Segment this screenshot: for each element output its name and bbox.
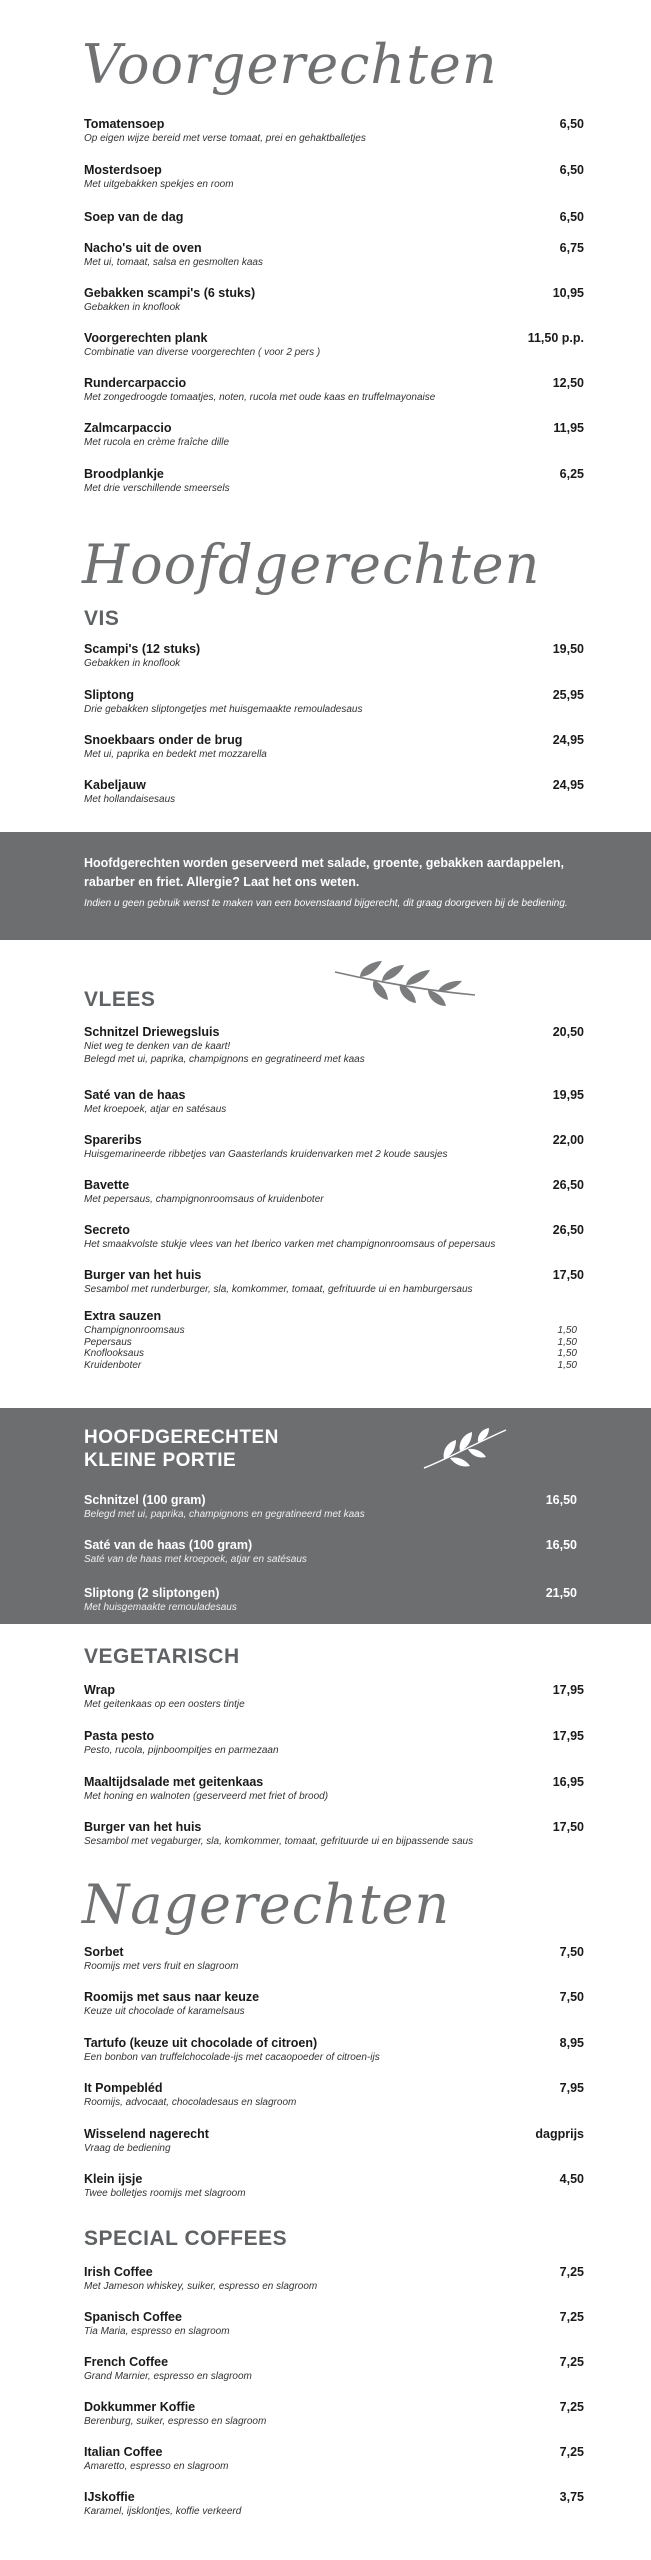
item-price: 21,50: [545, 1586, 577, 1600]
sauce-name: Kruidenboter: [84, 1359, 142, 1371]
menu-item: [84, 1775, 584, 1803]
item-name: Dokkummer Koffie: [84, 2400, 196, 2414]
item-price: 17,95: [552, 1683, 584, 1697]
note-line-1: Hoofdgerechten worden geserveerd met salade, groente, gebakken aardappelen,: [84, 856, 565, 870]
item-name: Italian Coffee: [84, 2445, 163, 2459]
item-name: IJskoffie: [84, 2490, 135, 2504]
item-name: Klein ijsje: [84, 2172, 143, 2186]
item-name: Schnitzel (100 gram): [84, 1493, 206, 1507]
item-price: 6,50: [559, 117, 584, 131]
item-name: Pasta pesto: [84, 1729, 155, 1743]
item-name: Secreto: [84, 1223, 130, 1237]
menu-item: [84, 241, 584, 269]
item-price: 3,75: [559, 2490, 584, 2504]
item-price: 11,50 p.p.: [527, 331, 584, 345]
kleine-portie-title-1: HOOFDGERECHTEN: [84, 1427, 279, 1448]
item-name: Nacho's uit de oven: [84, 241, 202, 255]
menu-item: [84, 778, 584, 806]
menu-item: [84, 376, 584, 404]
item-description: Saté van de haas met kroepoek, atjar en satésaus: [84, 1554, 307, 1565]
item-name: Spanisch Coffee: [84, 2310, 182, 2324]
item-description: Vraag de bediening: [84, 2143, 171, 2154]
item-name: Soep van de dag: [84, 210, 184, 224]
menu-item: [84, 1493, 577, 1521]
menu-item: [84, 467, 584, 495]
item-name: Spareribs: [84, 1133, 142, 1147]
menu-item: [84, 2445, 584, 2473]
item-description: Karamel, ijsklontjes, koffie verkeerd: [84, 2506, 242, 2517]
item-price: 17,95: [552, 1729, 584, 1743]
item-name: Roomijs met saus naar keuze: [84, 1990, 260, 2004]
item-name: French Coffee: [84, 2355, 169, 2369]
special-coffees-heading: SPECIAL COFFEES: [84, 2227, 288, 2250]
sauce-row: [84, 1325, 577, 1337]
sauce-price: 1,50: [557, 1348, 577, 1359]
menu-item: [84, 117, 584, 145]
item-name: Sorbet: [84, 1945, 124, 1959]
item-description: Een bonbon van truffelchocolade-ijs met cacaopoeder of citroen-ijs: [84, 2052, 380, 2063]
item-description: Twee bolletjes roomijs met slagroom: [84, 2188, 246, 2199]
item-price: 24,95: [552, 733, 584, 747]
item-name: Maaltijdsalade met geitenkaas: [84, 1775, 264, 1789]
item-description: Met rucola en crème fraîche dille: [84, 437, 230, 448]
item-description: Berenburg, suiker, espresso en slagroom: [84, 2416, 267, 2427]
sauce-name: Pepersaus: [84, 1336, 132, 1348]
menu-item: [84, 331, 584, 359]
leaf-sprig-small-icon: [420, 1426, 510, 1472]
item-name: It Pompebléd: [84, 2081, 163, 2095]
item-price: 8,95: [559, 2036, 584, 2050]
menu-item: [84, 2127, 584, 2155]
item-name: Broodplankje: [84, 467, 164, 481]
menu-item: [84, 1133, 584, 1161]
menu-item: [84, 1820, 584, 1848]
item-name: Mosterdsoep: [84, 163, 162, 177]
item-name: Irish Coffee: [84, 2265, 153, 2279]
note-line-2: rabarber en friet. Allergie? Laat het ons weten.: [84, 875, 360, 889]
item-price: 7,25: [559, 2310, 584, 2324]
item-price: 6,75: [559, 241, 584, 255]
item-description: Met pepersaus, champignonroomsaus of kruidenboter: [84, 1194, 324, 1205]
menu-item: [84, 2490, 584, 2518]
item-description: Met zongedroogde tomaatjes, noten, rucola met oude kaas en truffelmayonaise: [84, 392, 436, 403]
item-description: Met kroepoek, atjar en satésaus: [84, 1104, 227, 1115]
item-price: 4,50: [559, 2172, 584, 2186]
item-name: Kabeljauw: [84, 778, 146, 792]
menu-item: [84, 2310, 584, 2338]
nagerechten-title: Nagerechten: [82, 1873, 451, 1936]
menu-item: [84, 1729, 584, 1757]
item-description: Gebakken in knoflook: [84, 302, 181, 313]
item-name: Burger van het huis: [84, 1268, 202, 1282]
item-description: Grand Marnier, espresso en slagroom: [84, 2371, 252, 2382]
extra-sauzen-heading: Extra sauzen: [84, 1309, 162, 1323]
item-description: Pesto, rucola, pijnboompitjes en parmezaan: [84, 1745, 279, 1756]
item-name: Saté van de haas (100 gram): [84, 1538, 253, 1552]
menu-item: [84, 1538, 577, 1566]
item-price: 6,50: [559, 210, 584, 224]
item-price: 7,95: [559, 2081, 584, 2095]
item-price: 20,50: [552, 1025, 584, 1039]
item-price: 7,50: [559, 1945, 584, 1959]
menu-item: [84, 733, 584, 761]
item-description: Keuze uit chocolade of karamelsaus: [84, 2006, 245, 2017]
item-description: Het smaakvolste stukje vlees van het Iberico varken met champignonroomsaus of pepersaus: [84, 1239, 496, 1250]
menu-item: [84, 1945, 584, 1973]
item-description: Combinatie van diverse voorgerechten ( voor 2 pers ): [84, 347, 321, 358]
item-price: 17,50: [552, 1820, 584, 1834]
item-price: 16,95: [552, 1775, 584, 1789]
menu-item: [84, 688, 584, 716]
side-dishes-note-band: [0, 832, 651, 940]
sauce-price: 1,50: [557, 1336, 577, 1348]
item-name: Tomatensoep: [84, 117, 165, 131]
menu-item: [84, 1178, 584, 1206]
hoofdgerechten-title: Hoofdgerechten: [82, 533, 541, 596]
item-name: Scampi's (12 stuks): [84, 642, 201, 656]
item-name: Voorgerechten plank: [84, 331, 208, 345]
sauce-list: [84, 1325, 577, 1371]
item-price: 12,50: [552, 376, 584, 390]
item-price: 7,25: [559, 2355, 584, 2369]
menu-item: [84, 1268, 584, 1296]
item-description: Op eigen wijze bereid met verse tomaat, prei en gehaktballetjes: [84, 133, 366, 144]
menu-item: [84, 2265, 584, 2293]
item-description: Drie gebakken sliptongetjes met huisgemaakte remouladesaus: [84, 704, 363, 715]
sauce-row: [84, 1360, 577, 1372]
item-price: dagprijs: [535, 2127, 584, 2141]
item-description: Met Jameson whiskey, suiker, espresso en slagroom: [84, 2281, 318, 2292]
voorgerechten-title: Voorgerechten: [82, 33, 498, 96]
vis-heading: VIS: [84, 607, 120, 630]
item-price: 26,50: [552, 1223, 584, 1237]
item-price: 16,50: [545, 1538, 577, 1552]
item-price: 7,50: [559, 1990, 584, 2004]
menu-item: [84, 1025, 584, 1066]
menu-item: [84, 2355, 584, 2383]
sauce-name: Champignonroomsaus: [84, 1325, 185, 1336]
item-name: Schnitzel Driewegsluis: [84, 1025, 220, 1039]
item-description: Met huisgemaakte remouladesaus: [84, 1602, 237, 1613]
vlees-heading: VLEES: [84, 988, 156, 1011]
item-name: Bavette: [84, 1178, 130, 1192]
item-name: Sliptong (2 sliptongen): [84, 1586, 220, 1600]
item-price: 7,25: [559, 2445, 584, 2459]
item-description: Sesambol met vegaburger, sla, komkommer, tomaat, gefrituurde ui en bijpassende saus: [84, 1836, 474, 1847]
item-description: Sesambol met runderburger, sla, komkommer, tomaat, gefrituurde ui en hamburgersaus: [84, 1284, 473, 1295]
item-description: Roomijs met vers fruit en slagroom: [84, 1961, 239, 1972]
item-description: Met drie verschillende smeersels: [84, 483, 230, 494]
item-name: Snoekbaars onder de brug: [84, 733, 243, 747]
item-price: 19,50: [552, 642, 584, 656]
menu-item: [84, 1683, 584, 1711]
item-description: Huisgemarineerde ribbetjes van Gaasterlands kruidenvarken met 2 koude sausjes: [84, 1149, 448, 1160]
sauce-name: Knoflooksaus: [84, 1348, 145, 1359]
item-price: 24,95: [552, 778, 584, 792]
item-price: 11,95: [553, 421, 584, 435]
item-description: Amaretto, espresso en slagroom: [84, 2461, 229, 2472]
menu-item: [84, 163, 584, 191]
item-name: Sliptong: [84, 688, 134, 702]
sauce-row: [84, 1337, 577, 1349]
menu-item: [84, 2172, 584, 2200]
vegetarisch-heading: VEGETARISCH: [84, 1645, 240, 1668]
item-name: Saté van de haas: [84, 1088, 186, 1102]
item-price: 25,95: [552, 688, 584, 702]
item-price: 7,25: [559, 2400, 584, 2414]
menu-item: [84, 1223, 584, 1251]
item-description: Gebakken in knoflook: [84, 658, 181, 669]
menu-item: [84, 1586, 577, 1614]
item-description: Tia Maria, espresso en slagroom: [84, 2326, 230, 2337]
item-name: Rundercarpaccio: [84, 376, 187, 390]
sauce-price: 1,50: [557, 1359, 577, 1371]
item-name: Wisselend nagerecht: [84, 2127, 209, 2141]
item-description: Belegd met ui, paprika, champignons en gegratineerd met kaas: [84, 1509, 365, 1520]
item-description-2: Belegd met ui, paprika, champignons en gegratineerd met kaas: [84, 1054, 365, 1065]
item-description: Met geitenkaas op een oosters tintje: [84, 1699, 245, 1710]
note-subtext: Indien u geen gebruik wenst te maken van een bovenstaand bijgerecht, dit graag doorgeven bij de bediening.: [84, 898, 568, 909]
menu-item: [84, 210, 584, 225]
menu-item: [84, 2036, 584, 2064]
item-price: 6,25: [559, 467, 584, 481]
menu-item: [84, 2400, 584, 2428]
item-price: 17,50: [552, 1268, 584, 1282]
menu-item: [84, 1088, 584, 1116]
item-description: Met ui, tomaat, salsa en gesmolten kaas: [84, 257, 263, 268]
item-description: Met hollandaisesaus: [84, 794, 176, 805]
kleine-portie-band: [0, 1408, 651, 1624]
item-name: Wrap: [84, 1683, 116, 1697]
item-description: Roomijs, advocaat, chocoladesaus en slagroom: [84, 2097, 297, 2108]
menu-item: [84, 286, 584, 314]
menu-item: [84, 421, 584, 449]
item-description: Niet weg te denken van de kaart!: [84, 1041, 231, 1052]
item-price: 6,50: [559, 163, 584, 177]
menu-item: [84, 2081, 584, 2109]
item-name: Burger van het huis: [84, 1820, 202, 1834]
kleine-portie-title-2: KLEINE PORTIE: [84, 1450, 237, 1471]
item-price: 10,95: [552, 286, 584, 300]
menu-item: [84, 642, 584, 670]
item-name: Zalmcarpaccio: [84, 421, 172, 435]
item-price: 22,00: [552, 1133, 584, 1147]
item-price: 7,25: [559, 2265, 584, 2279]
item-description: Met ui, paprika en bedekt met mozzarella: [84, 749, 267, 760]
sauce-price: 1,50: [557, 1325, 577, 1336]
leaf-sprig-icon: [330, 950, 480, 1010]
item-price: 16,50: [545, 1493, 577, 1507]
item-name: Gebakken scampi's (6 stuks): [84, 286, 256, 300]
item-price: 19,95: [552, 1088, 584, 1102]
item-name: Tartufo (keuze uit chocolade of citroen): [84, 2036, 318, 2050]
item-description: Met honing en walnoten (geserveerd met friet of brood): [84, 1791, 329, 1802]
sauce-row: [84, 1348, 577, 1360]
item-price: 26,50: [552, 1178, 584, 1192]
item-description: Met uitgebakken spekjes en room: [84, 179, 234, 190]
menu-item: [84, 1990, 584, 2018]
